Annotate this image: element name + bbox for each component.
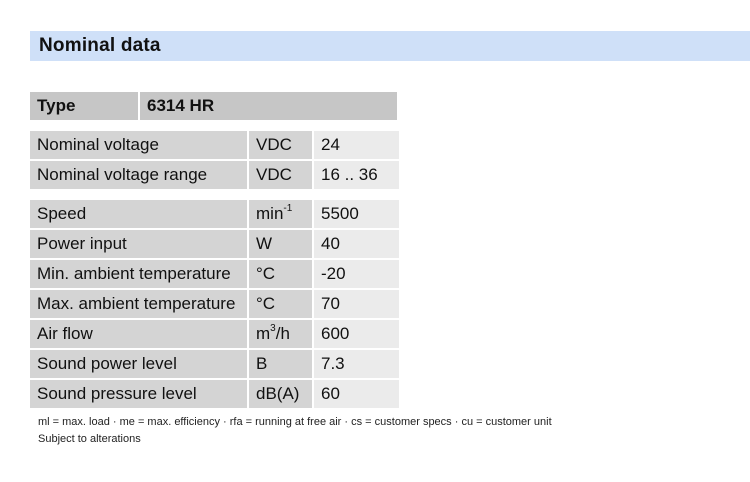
table-row bbox=[30, 230, 399, 258]
table-row bbox=[30, 260, 399, 288]
row-label: Nominal voltage bbox=[30, 131, 247, 159]
row-unit: VDC bbox=[249, 161, 312, 189]
table-row bbox=[30, 131, 399, 159]
row-value: 16 .. 36 bbox=[314, 161, 399, 189]
row-unit bbox=[249, 200, 312, 228]
row-label: Sound pressure level bbox=[30, 380, 247, 408]
row-label: Nominal voltage range bbox=[30, 161, 247, 189]
row-value: 5500 bbox=[314, 200, 399, 228]
row-label: Max. ambient temperature bbox=[30, 290, 247, 318]
table-row bbox=[30, 380, 399, 408]
section-header bbox=[30, 31, 750, 61]
section-title: Nominal data bbox=[39, 35, 161, 56]
row-label: Sound power level bbox=[30, 350, 247, 378]
row-label: Power input bbox=[30, 230, 247, 258]
row-unit: B bbox=[249, 350, 312, 378]
row-label: Min. ambient temperature bbox=[30, 260, 247, 288]
table-row bbox=[30, 320, 399, 348]
row-value: 24 bbox=[314, 131, 399, 159]
row-unit: W bbox=[249, 230, 312, 258]
row-value: 40 bbox=[314, 230, 399, 258]
unit-base: min bbox=[256, 204, 284, 223]
row-value: 70 bbox=[314, 290, 399, 318]
row-value: -20 bbox=[314, 260, 399, 288]
unit-superscript: -1 bbox=[283, 203, 293, 215]
unit-tail: /h bbox=[275, 324, 290, 343]
row-label: Speed bbox=[30, 200, 247, 228]
type-row bbox=[30, 92, 397, 120]
footnote-alterations: Subject to alterations bbox=[38, 433, 141, 445]
row-unit bbox=[249, 320, 312, 348]
table-row bbox=[30, 350, 399, 378]
row-unit: VDC bbox=[249, 131, 312, 159]
row-value: 60 bbox=[314, 380, 399, 408]
type-label: Type bbox=[30, 92, 138, 120]
row-unit: °C bbox=[249, 290, 312, 318]
type-value: 6314 HR bbox=[140, 92, 397, 120]
table-row bbox=[30, 290, 399, 318]
row-value: 7.3 bbox=[314, 350, 399, 378]
footnote-legend: ml = max. load · me = max. efficiency · rfa = running at free air · cs = customer specs · cu = customer unit bbox=[38, 416, 552, 428]
table-row bbox=[30, 161, 399, 189]
unit-base: m bbox=[256, 324, 271, 343]
row-value: 600 bbox=[314, 320, 399, 348]
table-row bbox=[30, 200, 399, 228]
unit-superscript: 3 bbox=[270, 323, 276, 335]
row-label: Air flow bbox=[30, 320, 247, 348]
row-unit: dB(A) bbox=[249, 380, 312, 408]
row-unit: °C bbox=[249, 260, 312, 288]
